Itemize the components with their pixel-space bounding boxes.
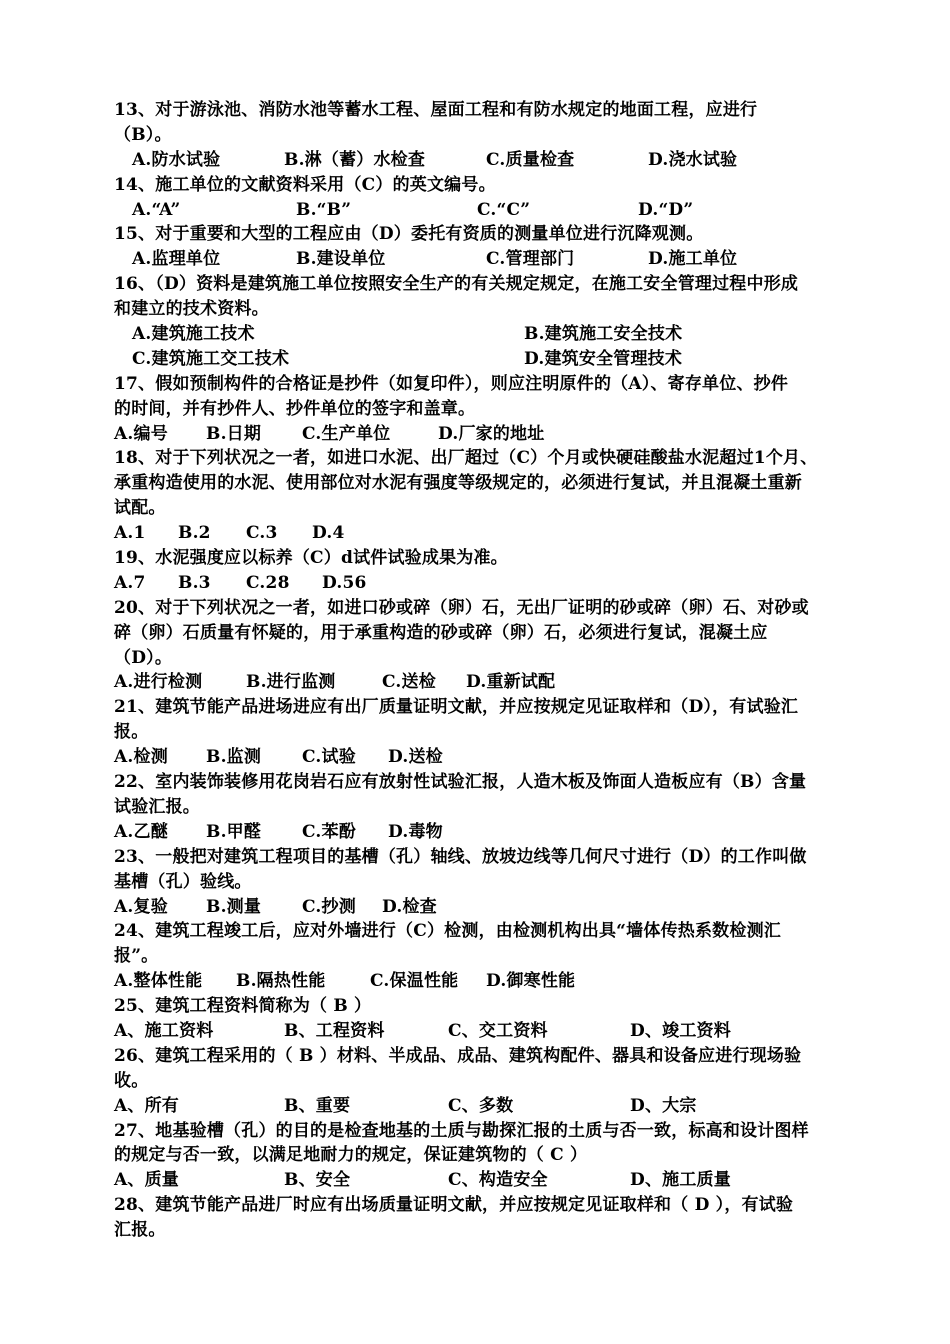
option-row [114,1094,894,1119]
answer-option-b: B.甲醛 [206,821,262,842]
question-stem: 21、建筑节能产品进场进应有出厂质量证明文献，并应按规定见证取样和（D），有试验汇 [114,697,799,718]
question-stem-continuation: 承重构造使用的水泥、使用部位对水泥有强度等级规定的，必须进行复试，并且混凝土重新 [114,473,802,494]
answer-option-d: D、竣工资料 [630,1020,731,1041]
question-stem: 25、建筑工程资料简称为（ B ） [114,996,372,1017]
question-stem: 27、地基验槽（孔）的目的是检查地基的土质与勘探汇报的土质与否一致，标高和设计图样 [114,1120,809,1141]
answer-option-b: B.“B” [296,199,352,220]
answer-option-d: D.施工单位 [648,249,738,270]
answer-option-d: D.重新试配 [466,672,556,693]
answer-option-c: C.试验 [302,747,356,768]
answer-option-d: D.浇水试验 [648,149,738,170]
answer-option-b: B.测量 [206,896,262,917]
answer-option-b: B.淋（蓄）水检查 [284,149,426,170]
answer-option-c: C.送检 [382,672,436,693]
answer-option-b: B、工程资料 [284,1020,385,1041]
question-stem-continuation: 报。 [114,722,149,743]
answer-option-b: B.2 [178,523,211,544]
answer-option-c: C.建筑施工交工技术 [132,348,290,369]
question-stem: 13、对于游泳池、消防水池等蓄水工程、屋面工程和有防水规定的地面工程，应进行 [114,100,758,120]
answer-option-a: A、所有 [114,1095,179,1116]
question-stem: 14、施工单位的文献资料采用（C）的英文编号。 [114,174,496,195]
answer-option-c: C.“C” [477,199,531,220]
question-stem-continuation: 试配。 [114,498,166,519]
option-row [114,571,894,596]
document-body [114,98,894,1243]
option-row [114,148,894,173]
answer-option-d: D.厂家的地址 [438,423,545,444]
answer-option-a: A.7 [114,572,146,593]
question-stem: 24、建筑工程竣工后，应对外墙进行（C）检测，由检测机构出具“墙体传热系数检测汇 [114,921,781,942]
answer-option-d: D.56 [322,572,367,593]
answer-option-a: A、施工资料 [114,1020,214,1041]
option-row [114,347,894,372]
question-stem: 20、对于下列状况之一者，如进口砂或碎（卵）石，无出厂证明的砂或碎（卵）石、对砂或 [114,597,809,618]
question-stem: 26、建筑工程采用的（ B ）材料、半成品、成品、建筑构配件、器具和设备应进行现场验 [114,1045,802,1066]
answer-option-c: C.3 [246,523,278,544]
answer-option-d: D、大宗 [630,1095,697,1116]
answer-option-b: B.隔热性能 [236,971,326,992]
question-stem-continuation: 的时间，并有抄件人、抄件单位的签字和盖章。 [114,398,476,419]
option-row [114,1168,894,1193]
answer-option-b: B.建筑施工安全技术 [524,324,683,345]
answer-option-a: A、质量 [114,1170,179,1191]
option-row [114,1019,894,1044]
answer-option-b: B.建设单位 [296,249,386,270]
answer-option-a: A.整体性能 [114,971,203,992]
option-row [114,422,894,447]
option-row [114,521,894,546]
question-stem: 15、对于重要和大型的工程应由（D）委托有资质的测量单位进行沉降观测。 [114,224,704,245]
question-stem-continuation: 碎（卵）石质量有怀疑的，用于承重构造的砂或碎（卵）石，必须进行复试，混凝土应 [114,622,768,643]
answer-option-a: A.检测 [114,747,168,768]
answer-option-a: A.监理单位 [132,249,221,270]
answer-option-a: A.乙醚 [114,821,168,842]
question-stem-continuation: 收。 [114,1070,149,1091]
answer-option-c: C.保温性能 [370,971,459,992]
answer-option-c: C.抄测 [302,896,356,917]
answer-option-c: C.苯酚 [302,821,356,842]
question-stem-continuation: 试验汇报。 [114,796,200,817]
answer-option-c: C.生产单位 [302,423,391,444]
answer-option-b: B.进行监测 [246,672,336,693]
answer-option-d: D.4 [312,523,345,544]
answer-option-d: D.建筑安全管理技术 [524,348,683,369]
option-row [114,969,894,994]
question-stem-continuation: 的规定与否一致，以满足地耐力的规定，保证建筑物的（ C ） [114,1145,588,1166]
answer-option-c: C、多数 [448,1095,514,1116]
answer-option-b: B.3 [178,572,211,593]
answer-option-d: D.检查 [382,896,437,917]
answer-option-a: A.建筑施工技术 [132,324,255,345]
answer-option-d: D.御寒性能 [486,971,576,992]
question-stem-continuation: 报”。 [114,946,159,967]
option-row [114,820,894,845]
answer-option-d: D、施工质量 [630,1170,731,1191]
question-stem: 17、假如预制构件的合格证是抄件（如复印件），则应注明原件的（A）、寄存单位、抄件 [114,373,789,394]
answer-option-c: C、交工资料 [448,1020,548,1041]
answer-option-b: B.日期 [206,423,262,444]
answer-option-a: A.“A” [132,199,181,220]
option-row [114,247,894,272]
question-stem-continuation: 汇报。 [114,1220,166,1241]
option-row [114,895,894,920]
answer-option-a: A.1 [114,523,146,544]
question-stem-continuation: （D）。 [114,647,173,668]
answer-option-b: B、安全 [284,1170,351,1191]
option-row [114,670,894,695]
answer-option-c: C、构造安全 [448,1170,548,1191]
answer-option-d: D.毒物 [388,821,443,842]
answer-option-d: D.送检 [388,747,443,768]
option-row [114,198,894,223]
question-stem: 23、一般把对建筑工程项目的基槽（孔）轴线、放坡边线等几何尺寸进行（D）的工作叫做 [114,846,807,867]
answer-option-a: A.防水试验 [132,149,221,170]
answer-option-c: C.管理部门 [486,249,575,270]
question-stem-continuation: 基槽（孔）验线。 [114,871,252,892]
question-stem-continuation: 和建立的技术资料。 [114,299,269,320]
answer-option-a: A.复验 [114,896,168,917]
question-stem: 18、对于下列状况之一者，如进口水泥、出厂超过（C）个月或快硬硅酸盐水泥超过1个月、 [114,448,818,469]
option-row [114,745,894,770]
answer-option-c: C.质量检查 [486,149,575,170]
question-stem: 19、水泥强度应以标养（C）d试件试验成果为准。 [114,548,508,569]
option-row [114,322,894,347]
answer-option-d: D.“D” [638,199,694,220]
answer-option-b: B.监测 [206,747,262,768]
answer-option-b: B、重要 [284,1095,351,1116]
question-stem-continuation: （B）。 [114,124,172,145]
question-stem: 28、建筑节能产品进厂时应有出场质量证明文献，并应按规定见证取样和（ D ），有试验 [114,1195,794,1216]
answer-option-a: A.编号 [114,423,168,444]
question-stem: 16、（D）资料是建筑施工单位按照安全生产的有关规定规定，在施工安全管理过程中形成 [114,274,799,295]
answer-option-c: C.28 [246,572,290,593]
question-stem: 22、室内装饰装修用花岗岩石应有放射性试验汇报，人造木板及饰面人造板应有（B）含量 [114,772,807,793]
answer-option-a: A.进行检测 [114,672,203,693]
